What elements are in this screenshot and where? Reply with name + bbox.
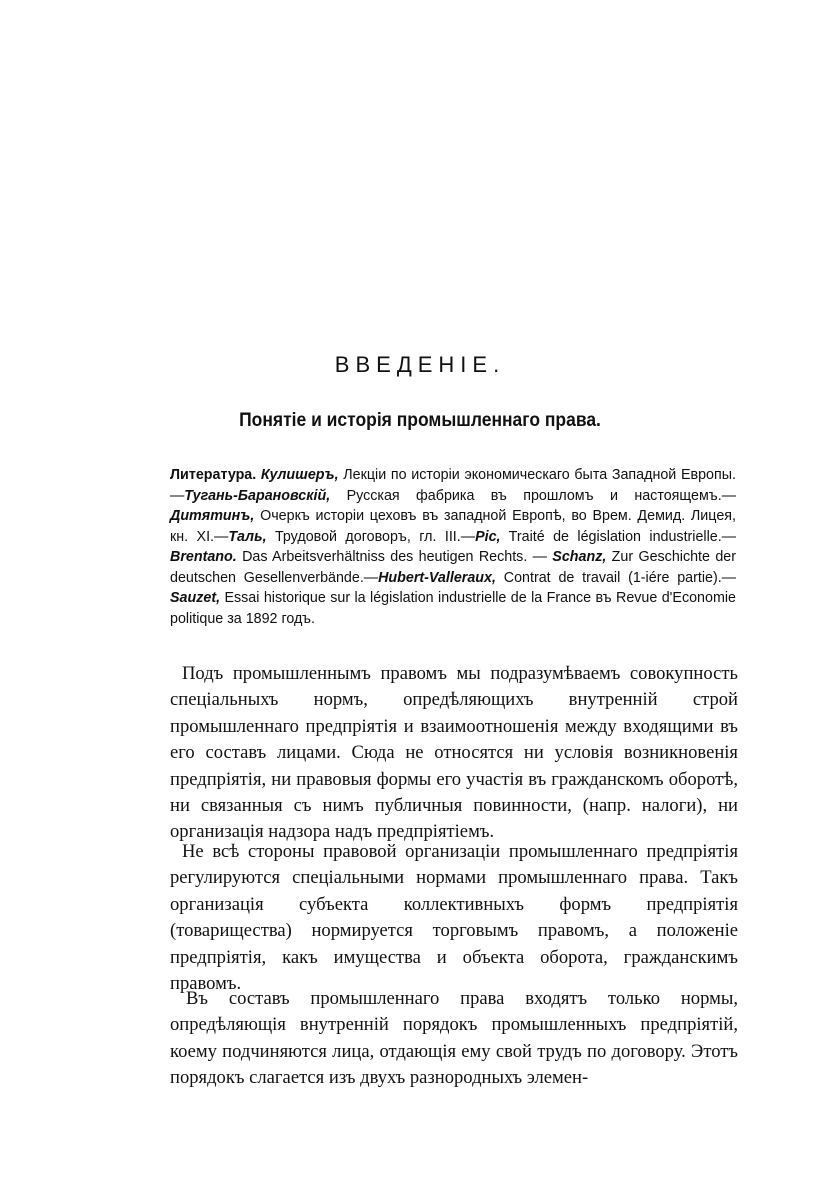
literature-entry: Русская фабрика въ прошломъ и настоящемъ.— [330, 487, 736, 504]
literature-entry: Das Arbeitsverhältniss des heutigen Rechts. — [236, 549, 553, 565]
literature-author: Дитятинъ, [170, 508, 255, 524]
chapter-heading: ВВЕДЕНІЕ. [334, 352, 506, 377]
literature-author: Schanz, [552, 549, 607, 565]
body-paragraph-1: Подъ промышленнымъ правомъ мы подразумѣваемъ совокупность спеціальныхъ нормъ, опредѣляющихъ внутренній строй промышленнаго предпріятія и взаимоотношенія между входящими въ его составъ лицами. Сюда не относятся ни условія возникновенія предпріятія, ни правовыя формы его участія въ гражданскомъ оборотѣ, ни связанныя съ нимъ публичныя повинности, (напр. налоги), ни организація надзора надъ предпріятіемъ. [170, 663, 738, 843]
literature-entry: Essai historique sur la législation industrielle de la France въ Revue d'Economie politique за 1892 годъ. [170, 590, 736, 627]
literature-entry: Zur Geschichte der deutschen Gesellenverbände.— [170, 549, 736, 586]
body-paragraph-3: Въ составъ промышленнаго права входятъ только нормы, опредѣляющія внутренній порядокъ промышленныхъ предпріятій, коему подчиняются лица, отдающія ему свой трудъ по договору. Этотъ порядокъ слагается изъ двухъ разнородныхъ элемен- [170, 988, 738, 1089]
body-paragraph-2: Не всѣ стороны правовой организаціи промышленнаго предпріятія регулируются спеціальными нормами промышленнаго права. Такъ организація субъекта коллективныхъ формъ предпріятія (товарищества) нормируется торговымъ правомъ, а положеніе предпріятія, какъ имущества и объекта оборота, гражданскимъ правомъ. [170, 841, 738, 995]
literature-author: Sauzet, [170, 590, 221, 606]
literature-entry: Очеркъ исторіи цеховъ въ западной Европѣ, во Врем. Демид. Лицея, кн. XI.— [170, 508, 736, 545]
literature-entry: Contrat de travail (1-iére partie).— [495, 569, 736, 586]
literature-author: Тугань-Барановскій, [184, 487, 331, 504]
literature-entry: Лекціи по исторіи экономическаго быта Западной Европы.— [170, 467, 736, 504]
literature-author: Pic, [475, 528, 501, 545]
literature-author: Кулишеръ, [260, 467, 339, 483]
literature-entry: Traité de législation industrielle.— [500, 528, 737, 545]
literature-author: Таль, [228, 528, 267, 545]
literature-label: Литература. [170, 467, 257, 483]
literature-author: Hubert-Valleraux, [378, 569, 496, 586]
literature-author: Brentano. [170, 549, 237, 565]
literature-list [170, 465, 736, 629]
literature-entry: Трудовой договоръ, гл. III.— [266, 528, 476, 545]
section-subheading: Понятіе и исторія промышленнаго права. [239, 410, 601, 431]
